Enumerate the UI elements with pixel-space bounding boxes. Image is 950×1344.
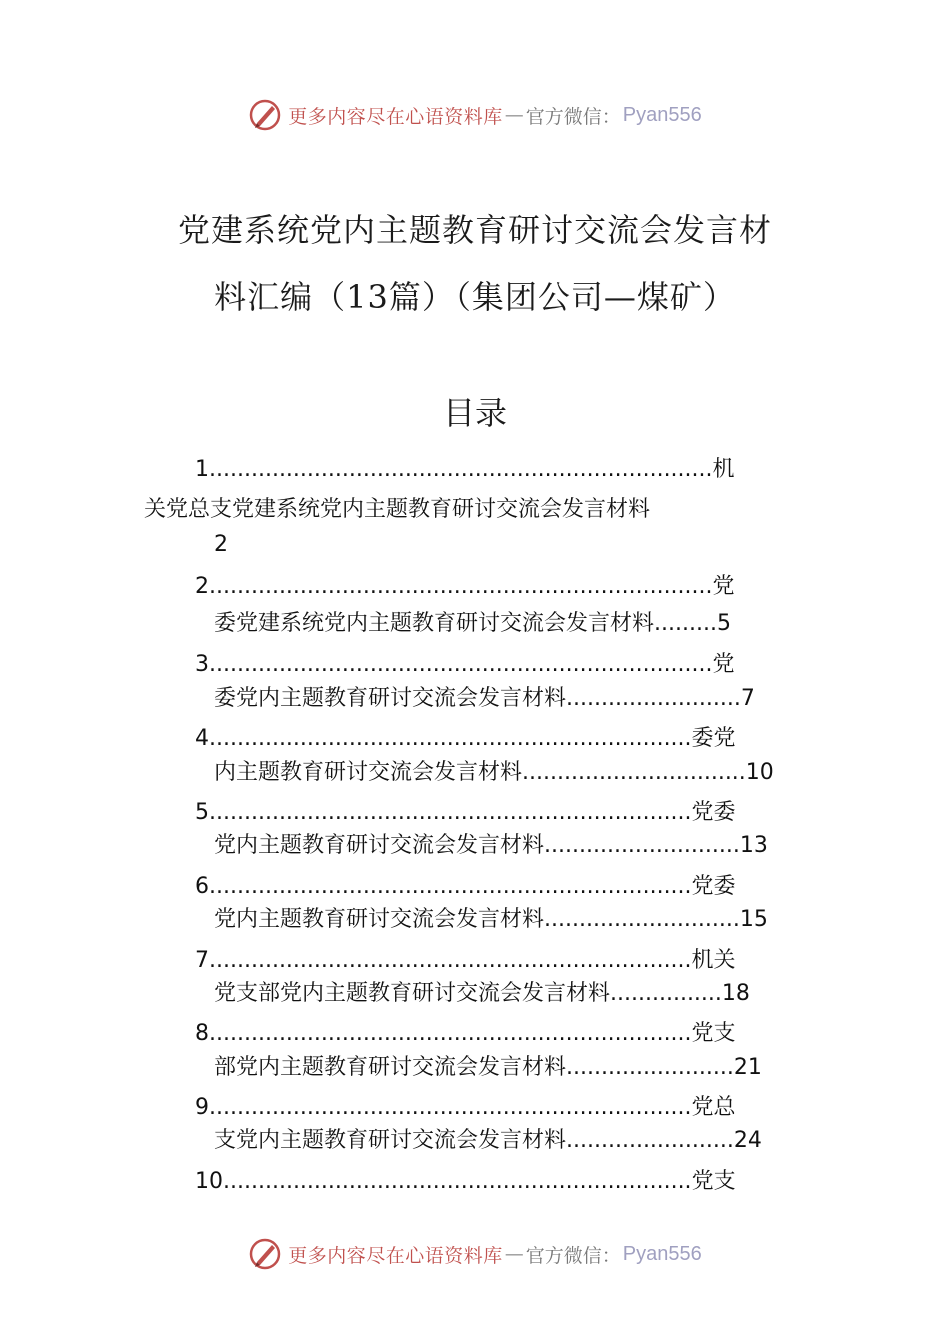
toc-entry-7-line1[interactable] [195, 946, 736, 976]
toc-entry-lead: 党委 [691, 800, 736, 825]
toc-leader-dots: ......... [654, 611, 717, 636]
toc-page-number: 5 [716, 611, 731, 636]
watermark-wechat-id: Pyan556 [622, 1242, 702, 1265]
toc-entry-lead: 党 [712, 574, 735, 599]
document-title-line-1: 党建系统党内主题教育研讨交流会发言材 [177, 211, 772, 249]
toc-entry-title: 部党内主题教育研讨交流会发言材料 [214, 1055, 567, 1080]
toc-entry-4-line1[interactable] [195, 724, 736, 754]
toc-entry-lead: 党委 [691, 874, 736, 899]
watermark-wechat-id: Pyan556 [622, 103, 702, 126]
toc-entry-title: 关党总支党建系统党内主题教育研讨交流会发言材料 [144, 497, 651, 522]
watermark-wechat-label: 官方微信： [525, 105, 621, 128]
toc-entry-6-line2[interactable] [214, 905, 768, 935]
toc-entry-10-line1[interactable] [195, 1167, 736, 1197]
document-title-line-2: 料汇编（13篇）（集团公司—煤矿） [214, 278, 736, 316]
toc-page-number: 15 [739, 907, 768, 932]
toc-page-number: 10 [745, 760, 774, 785]
toc-page-number: 2 [214, 532, 228, 557]
toc-page-number: 21 [733, 1055, 762, 1080]
toc-entry-2-line1[interactable] [195, 572, 735, 602]
toc-entry-6-line1[interactable] [195, 872, 736, 902]
toc-entry-number: 4. [195, 726, 216, 751]
toc-leader-dots: .................................................................... [216, 726, 692, 751]
toc-entry-title: 委党内主题教育研讨交流会发言材料 [214, 686, 567, 711]
toc-entry-4-line2[interactable] [214, 758, 774, 788]
toc-entry-number: 10. [195, 1169, 230, 1194]
toc-leader-dots: ....................................................................... [216, 652, 713, 677]
toc-entry-3-line2[interactable] [214, 684, 755, 714]
toc-entry-title: 支党内主题教育研讨交流会发言材料 [214, 1128, 567, 1153]
toc-leader-dots: ......................... [566, 686, 741, 711]
toc-leader-dots: ........................ [566, 1055, 734, 1080]
toc-entry-number: 5. [195, 800, 216, 825]
toc-entry-5-line2[interactable] [214, 831, 768, 861]
toc-entry-1-line2[interactable] [144, 495, 650, 525]
toc-entry-title: 党支部党内主题教育研讨交流会发言材料 [214, 981, 611, 1006]
toc-leader-dots: .................................................................... [216, 948, 692, 973]
toc-page-number: 13 [739, 833, 768, 858]
watermark-dash: — [504, 1243, 524, 1265]
toc-entry-7-line2[interactable] [214, 979, 750, 1009]
toc-entry-5-line1[interactable] [195, 798, 736, 828]
toc-entry-9-line1[interactable] [195, 1093, 736, 1123]
toc-entry-number: 9. [195, 1095, 216, 1120]
watermark-site-text: 更多内容尽在心语资料库 [288, 105, 503, 128]
toc-leader-dots: .................................................................... [216, 874, 692, 899]
toc-page-number: 18 [721, 981, 750, 1006]
toc-leader-dots: ....................................................................... [216, 574, 713, 599]
toc-heading: 目录 [442, 394, 507, 432]
toc-entry-lead: 委党 [691, 726, 736, 751]
toc-entry-8-line2[interactable] [214, 1053, 762, 1083]
toc-leader-dots: .................................................................... [216, 800, 692, 825]
toc-entry-lead: 机关 [691, 948, 736, 973]
watermark-header [0, 95, 950, 135]
toc-entry-lead: 机 [712, 457, 735, 482]
watermark-dash: — [504, 104, 524, 126]
toc-leader-dots: .................................................................... [216, 1095, 692, 1120]
toc-leader-dots: ............................ [544, 833, 740, 858]
watermark-footer [0, 1234, 950, 1274]
toc-entry-number: 8. [195, 1021, 216, 1046]
toc-entry-number: 7. [195, 948, 216, 973]
toc-entry-8-line1[interactable] [195, 1019, 736, 1049]
toc-entry-title: 内主题教育研讨交流会发言材料 [214, 760, 523, 785]
toc-entry-title: 委党建系统党内主题教育研讨交流会发言材料 [214, 611, 655, 636]
toc-entry-9-line2[interactable] [214, 1126, 762, 1156]
toc-entry-1-line1[interactable] [195, 455, 823, 485]
toc-entry-3-line1[interactable] [195, 650, 735, 680]
toc-entry-title: 党内主题教育研讨交流会发言材料 [214, 907, 545, 932]
pen-logo-icon [248, 1237, 282, 1271]
toc-entry-number: 2. [195, 574, 216, 599]
toc-entry-2-line2[interactable] [214, 609, 731, 639]
toc-leader-dots: ............................ [544, 907, 740, 932]
toc-entry-lead: 党支 [691, 1169, 736, 1194]
toc-leader-dots: .................................................................. [230, 1169, 692, 1194]
toc-entry-1-page [214, 530, 228, 560]
watermark-wechat-label: 官方微信： [525, 1244, 621, 1267]
pen-logo-icon [248, 98, 282, 132]
toc-leader-dots: .................................................................... [216, 1021, 692, 1046]
toc-entry-lead: 党支 [691, 1021, 736, 1046]
toc-leader-dots: ................................ [522, 760, 746, 785]
toc-entry-lead: 党 [712, 652, 735, 677]
toc-page-number: 7 [740, 686, 755, 711]
toc-entry-number: 3. [195, 652, 216, 677]
toc-entry-lead: 党总 [691, 1095, 736, 1120]
toc-entry-number: 6. [195, 874, 216, 899]
toc-leader-dots: ....................................................................... [216, 457, 713, 482]
toc-leader-dots: ........................ [566, 1128, 734, 1153]
toc-leader-dots: ................ [610, 981, 722, 1006]
toc-page-number: 24 [733, 1128, 762, 1153]
toc-entry-number: 1. [195, 457, 216, 482]
toc-entry-title: 党内主题教育研讨交流会发言材料 [214, 833, 545, 858]
watermark-site-text: 更多内容尽在心语资料库 [288, 1244, 503, 1267]
